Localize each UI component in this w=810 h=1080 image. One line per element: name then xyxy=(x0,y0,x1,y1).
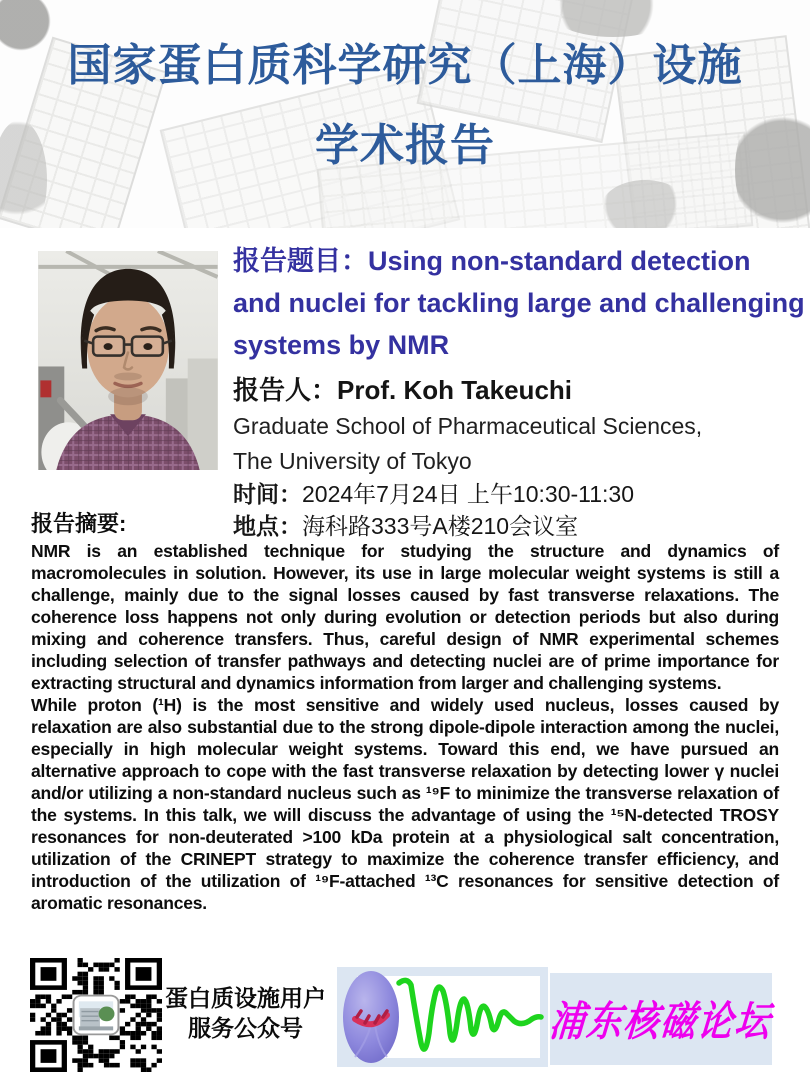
qr-code-icon xyxy=(30,958,162,1072)
qr-caption xyxy=(163,983,328,1043)
speaker-name: Prof. Koh Takeuchi xyxy=(337,375,573,405)
affiliation-line1: Graduate School of Pharmaceutical Sciences, xyxy=(233,413,703,439)
talk-title-text: Using non-standard detection and nuclei for tackling large and challenging systems by NMR xyxy=(233,246,805,360)
time-value: 2024年7月24日 上午10:30-11:30 xyxy=(302,481,634,507)
abstract-section xyxy=(31,510,779,914)
protein-sphere-fid-wave-icon xyxy=(337,967,548,1067)
affiliation-line2: The University of Tokyo xyxy=(233,448,472,474)
time-label: 时间： xyxy=(233,481,302,507)
abstract-paragraph-1: NMR is an established technique for studying the structure and dynamics of macromolecules in solution. However, its use in large molecular weight systems is still a challenge, mainly due to the signal losses caused by fast transverse relaxations. The coherence loss happens not only during evolution or detection periods but also during mixing and coherence transfers. Thus, careful design of NMR experimental schemes including selection of transfer pathways and detecting nuclei are of prime importance for extracting structural and dynamics information from larger and challenging systems. xyxy=(31,541,779,693)
qr-code xyxy=(30,958,162,1072)
speaker-line xyxy=(233,373,805,407)
venue-value: 海科路333号A楼210会议室 xyxy=(302,513,579,539)
speaker-photo xyxy=(38,251,218,470)
qr-caption-line1: 蛋白质设施用户 xyxy=(165,985,326,1011)
poster-footer xyxy=(0,955,810,1075)
talk-title xyxy=(233,240,805,366)
talk-details xyxy=(233,240,805,541)
qr-caption-line2: 服务公众号 xyxy=(188,1015,303,1041)
abstract-heading: 报告摘要: xyxy=(31,511,127,536)
seminar-title: 学术报告 xyxy=(315,121,495,171)
abstract-paragraph-2: While proton (¹H) is the most sensitive and widely used nucleus, losses caused by relaxation are also substantial due to the strong dipole-dipole interaction among the nuclei, especially in high molecular weight systems. Toward this end, we have pursued an alternative approach to cope with the fast transverse relaxation by detecting lower γ nuclei and/or utilizing a non-standard nucleus such as ¹⁹F to minimize the transverse relaxation of the systems. In this talk, we will discuss the advantage of using the ¹⁵N-detected TROSY resonances for non-deuterated >100 kDa protein at a physiological salt concentration, utilization of the CRINEPT strategy to maximize the coherence transfer efficiency, and introduction of the utilization of ¹⁹F-attached ¹³C resonances for sensitive detection of aromatic resonances. xyxy=(31,695,779,913)
facility-title: 国家蛋白质科学研究（上海）设施 xyxy=(67,41,743,90)
forum-name: 浦东核磁论坛 xyxy=(547,998,774,1045)
qr-center-building-icon xyxy=(74,996,119,1035)
nmr-fid-logo xyxy=(337,967,548,1067)
header-titles xyxy=(0,0,810,228)
time-line xyxy=(233,479,805,509)
speaker-label: 报告人： xyxy=(233,375,338,405)
speaker-portrait-icon xyxy=(38,251,218,470)
forum-logo xyxy=(547,973,774,1065)
poster-header xyxy=(0,0,810,228)
venue-label: 地点： xyxy=(233,513,302,539)
talk-title-label: 报告题目： xyxy=(233,246,368,276)
